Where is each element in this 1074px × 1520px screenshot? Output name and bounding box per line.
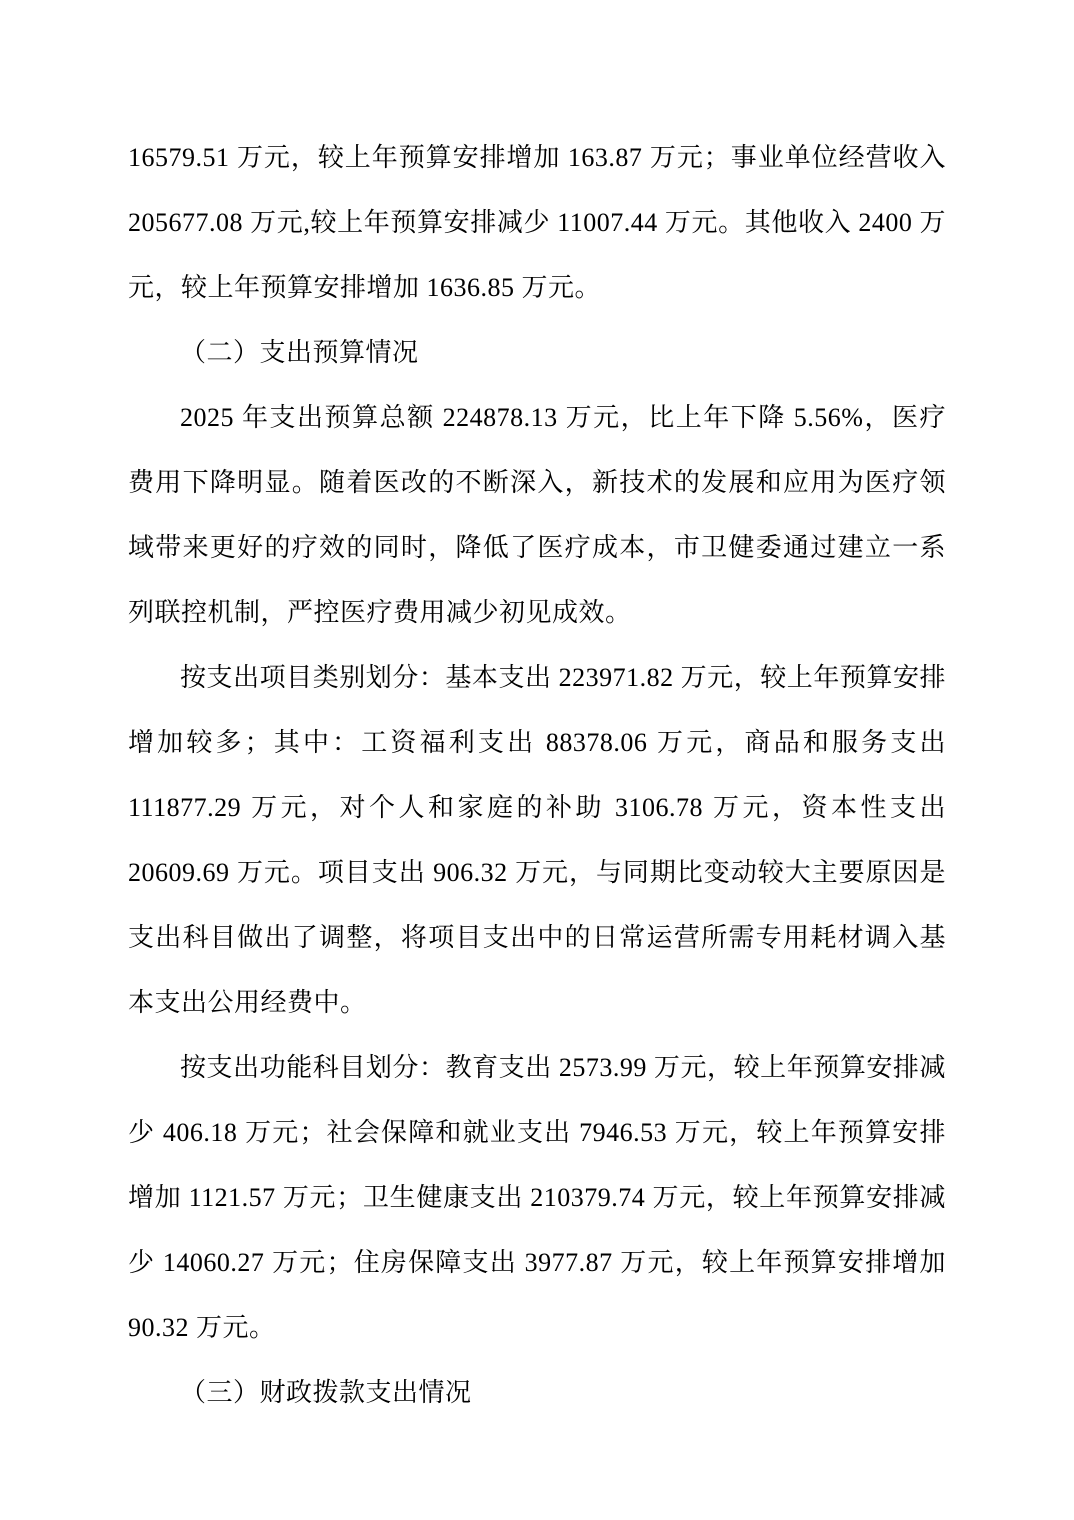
section-heading-expenditure-budget: （二）支出预算情况 (180, 338, 419, 367)
paragraph-income-continuation: 16579.51 万元，较上年预算安排增加 163.87 万元；事业单位经营收入 205677.08 万元,较上年预算安排减少 11007.44 万元。其他收入 2400 万元，较上年预算安排增加 1636.85 万元。 (128, 143, 946, 302)
paragraph-expenditure-by-function: 按支出功能科目划分：教育支出 2573.99 万元，较上年预算安排减少 406.18 万元；社会保障和就业支出 7946.53 万元，较上年预算安排增加 1121.57 万元；卫生健康支出 210379.74 万元，较上年预算安排减少 14060.27 万元；住房保障支出 3977.87 万元，较上年预算安排增加 90.32 万元。 (128, 1053, 946, 1342)
paragraph-expenditure-by-category: 按支出项目类别划分：基本支出 223971.82 万元，较上年预算安排增加较多；其中：工资福利支出 88378.06 万元，商品和服务支出 111877.29 万元，对个人和家庭的补助 3106.78 万元，资本性支出 20609.69 万元。项目支出 906.32 万元，与同期比变动较大主要原因是支出科目做出了调整，将项目支出中的日常运营所需专用耗材调入基本支出公用经费中。 (128, 663, 946, 1017)
paragraph-expenditure-total: 2025 年支出预算总额 224878.13 万元，比上年下降 5.56%，医疗费用下降明显。随着医改的不断深入，新技术的发展和应用为医疗领域带来更好的疗效的同时，降低了医疗成本，市卫健委通过建立一系列联控机制，严控医疗费用减少初见成效。 (128, 403, 946, 627)
section-heading-fiscal-appropriation: （三）财政拨款支出情况 (180, 1378, 472, 1407)
document-body (128, 125, 946, 1425)
